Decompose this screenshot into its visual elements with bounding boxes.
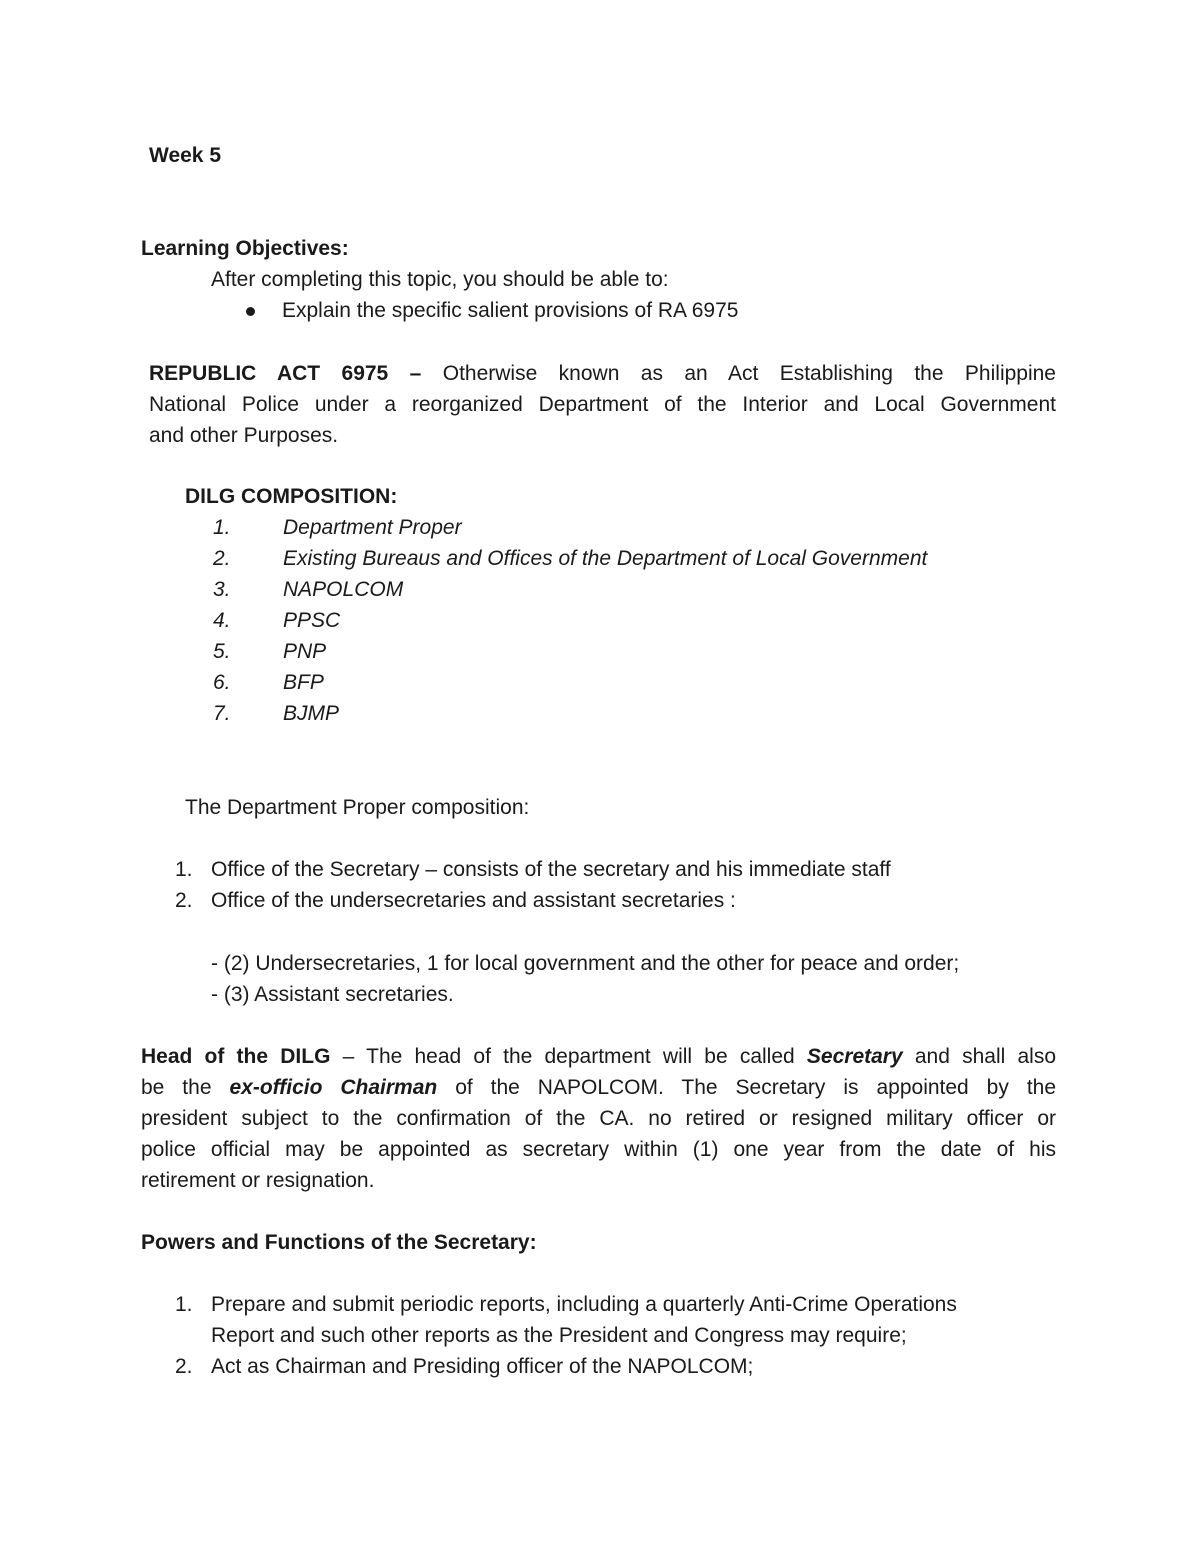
powers-item-line2: Report and such other reports as the President and Congress may require;	[211, 1324, 907, 1347]
dilg-composition-heading: DILG COMPOSITION:	[185, 485, 398, 508]
powers-item-line1: Act as Chairman and Presiding officer of the NAPOLCOM;	[211, 1355, 754, 1378]
dilg-item-number: 1.	[213, 516, 231, 539]
head-of-dilg-line4: police official may be appointed as secretary within (1) one year from the date of his	[141, 1138, 1056, 1161]
dilg-item: PPSC	[283, 609, 341, 632]
bullet-icon	[246, 307, 255, 316]
department-proper-item: Office of the Secretary – consists of the secretary and his immediate staff	[211, 858, 891, 881]
department-proper-item-number: 1.	[175, 858, 193, 881]
secretary-term: Secretary	[806, 1045, 903, 1068]
republic-act-line2: National Police under a reorganized Department of the Interior and Local Government	[149, 393, 1056, 416]
powers-item-number: 2.	[175, 1355, 193, 1378]
dilg-item-number: 7.	[213, 702, 231, 725]
dilg-item-number: 6.	[213, 671, 231, 694]
head-of-dilg-text: – The head of the department will be called	[330, 1045, 807, 1068]
head-of-dilg-line3: president subject to the confirmation of the CA. no retired or resigned military officer or	[141, 1107, 1056, 1130]
department-proper-heading: The Department Proper composition:	[185, 796, 530, 819]
head-of-dilg-text: and shall also	[902, 1045, 1056, 1068]
powers-item-number: 1.	[175, 1293, 193, 1316]
dilg-item-number: 4.	[213, 609, 231, 632]
dilg-item: BFP	[283, 671, 324, 694]
dilg-item-number: 2.	[213, 547, 231, 570]
week-title: Week 5	[149, 144, 221, 167]
head-of-dilg-text: be the	[141, 1076, 230, 1099]
department-proper-item-number: 2.	[175, 889, 193, 912]
head-of-dilg-text: of the NAPOLCOM. The Secretary is appointed by the	[437, 1076, 1057, 1099]
department-proper-item: Office of the undersecretaries and assistant secretaries :	[211, 889, 736, 912]
department-proper-sub-item: - (2) Undersecretaries, 1 for local government and the other for peace and order;	[211, 952, 960, 975]
republic-act-paragraph	[149, 358, 1056, 451]
dilg-item-number: 3.	[213, 578, 231, 601]
dilg-item-number: 5.	[213, 640, 231, 663]
head-of-dilg-label: Head of the DILG	[141, 1045, 331, 1068]
head-of-dilg-paragraph	[141, 1041, 1056, 1196]
head-of-dilg-line5: retirement or resignation.	[141, 1169, 375, 1192]
dilg-item: Existing Bureaus and Offices of the Department of Local Government	[283, 547, 928, 570]
learning-objective-item: Explain the specific salient provisions of RA 6975	[282, 299, 739, 322]
republic-act-label: REPUBLIC ACT 6975 –	[149, 362, 422, 385]
department-proper-sub-item: - (3) Assistant secretaries.	[211, 983, 454, 1006]
dilg-item: BJMP	[283, 702, 340, 725]
learning-objectives-intro: After completing this topic, you should be able to:	[211, 268, 669, 291]
dilg-item: Department Proper	[283, 516, 462, 539]
republic-act-line3: and other Purposes.	[149, 424, 339, 447]
powers-heading: Powers and Functions of the Secretary:	[141, 1231, 537, 1254]
republic-act-line1: Otherwise known as an Act Establishing the Philippine	[442, 362, 1056, 385]
dilg-item: NAPOLCOM	[283, 578, 404, 601]
ex-officio-chairman-term: ex-officio Chairman	[229, 1076, 438, 1099]
dilg-item: PNP	[283, 640, 327, 663]
learning-objectives-heading: Learning Objectives:	[141, 237, 349, 260]
powers-item-line1: Prepare and submit periodic reports, including a quarterly Anti-Crime Operations	[211, 1293, 957, 1316]
